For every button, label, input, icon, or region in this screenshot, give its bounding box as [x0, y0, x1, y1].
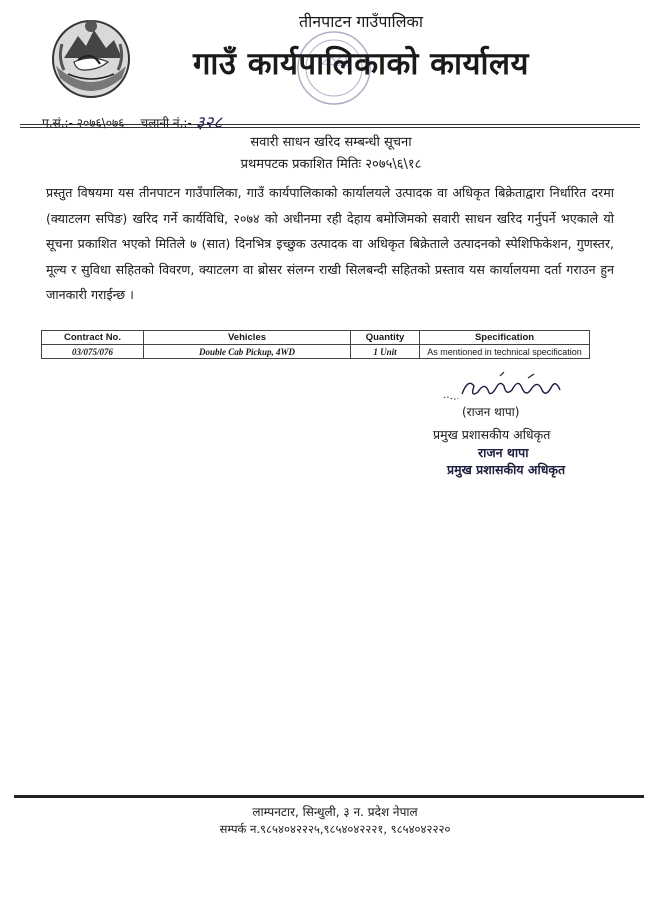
column-header-specification: Specification	[420, 331, 590, 345]
cell-specification: As mentioned in technical specification	[420, 345, 590, 359]
ps-reference: प.सं.:- २०७६\०७६	[42, 116, 125, 130]
column-header-vehicles: Vehicles	[144, 331, 351, 345]
stamp-signatory-title: प्रमुख प्रशासकीय अधिकृत	[447, 462, 566, 477]
notice-body: प्रस्तुत विषयमा यस तीनपाटन गाउँपालिका, गाउँ कार्यपालिकाको कार्यालयले उत्पादक वा अधिकृत बिक्रेताद्वारा निर्धारित दरमा (क्याटलग सपिङ) खरिद गर्ने कार्यविधि, २०७४ को अधीनमा रही देहाय बमोजिमको सवारी साधन खरिद गर्नुपर्ने भएकाले यो सूचना प्रकाशित भएको मितिले ७ (सात) दिनभित्र इच्छुक उत्पादक वा अधिकृत बिक्रेताले उत्पादनको स्पेशिफिकेशन, गुणस्तर, मूल्य र सुविधा सहितको विवरण, क्याटलग वा ब्रोसर संलग्न राखी सिलबन्दी सहितको प्रस्ताव यस कार्यालयमा दर्ता गराउन हुन जानकारी गराईन्छ ।	[46, 185, 614, 302]
municipality-name: तीनपाटन गाउँपालिका	[299, 12, 423, 31]
cell-vehicle: Double Cab Pickup, 4WD	[144, 345, 351, 359]
table-header-row	[42, 331, 590, 345]
footer-contact: सम्पर्क न.९८५४०४२२२५,९८५४०४२२२१, ९८५४०४२२२०	[219, 822, 451, 836]
cell-quantity: 1 Unit	[351, 345, 420, 359]
chalani-number: ३२८	[195, 113, 223, 133]
header-divider	[20, 124, 640, 125]
stamp-signatory-name: राजन थापा	[478, 445, 529, 460]
office-stamp-icon	[292, 26, 376, 110]
footer-address: लाम्पनटार, सिन्धुली, ३ न. प्रदेश नेपाल	[252, 805, 418, 819]
table-row	[42, 345, 590, 359]
reference-row	[42, 109, 222, 132]
handwritten-signature-icon	[442, 368, 572, 406]
signatory-title: प्रमुख प्रशासकीय अधिकृत	[433, 427, 551, 442]
cell-contract-no: 03/075/076	[42, 345, 144, 359]
signatory-name: (राजन थापा)	[462, 405, 520, 419]
chalani-label: चलानी नं.:-	[140, 116, 192, 130]
column-header-quantity: Quantity	[351, 331, 420, 345]
vehicle-specification-table	[41, 330, 590, 359]
footer-divider	[14, 795, 644, 798]
notice-subject: सवारी साधन खरिद सम्बन्धी सूचना	[250, 135, 412, 150]
office-title: गाउँ कार्यपालिकाको कार्यालय	[192, 46, 530, 82]
publish-date: प्रथमपटक प्रकाशित मितिः २०७५\६\१८	[240, 157, 422, 172]
column-header-contract-no: Contract No.	[42, 331, 144, 345]
header-divider-secondary	[20, 127, 640, 128]
